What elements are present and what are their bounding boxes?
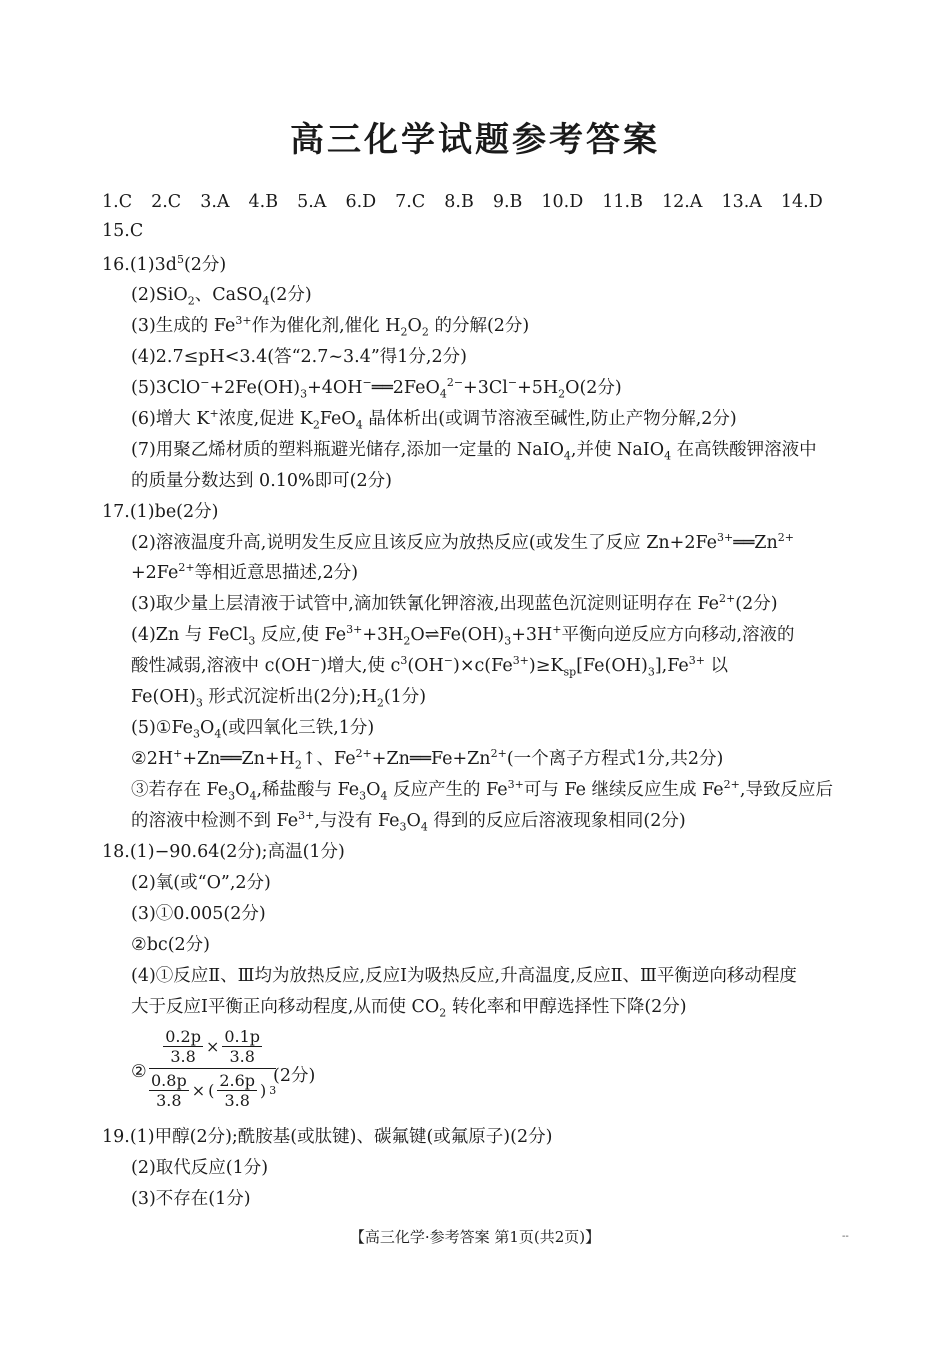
q17-part3: (3)取少量上层清液于试管中,滴加铁氰化钾溶液,出现蓝色沉淀则证明存在 $Fe^{2+}(2$分) xyxy=(131,592,778,614)
q17-part5-c: ③若存在 $Fe_3O_4$,稀盐酸与 $Fe_3O_4$ 反应产生的 $Fe^{3+}$可与 Fe 继续反应生成 $Fe^{2+}$,导致反应后 xyxy=(131,778,833,803)
fraction-d2: $\frac{2.6p}{3.8}$ xyxy=(219,1071,256,1110)
mc-answer: 8.B xyxy=(444,192,474,212)
q18-part4-b-score: (2分) xyxy=(273,1066,316,1086)
q18-part4-b-label: ② xyxy=(131,1062,147,1082)
q18-part3: (3)①0.005(2分) xyxy=(131,904,266,924)
q16-part7-cont: 的质量分数达到 0.10%即可(2分) xyxy=(131,471,392,491)
q18-part2: (2)氧(或“O”,2分) xyxy=(131,873,271,893)
q16-part2: (2)SiO$_2$、CaSO$_4$(2分) xyxy=(131,285,312,308)
q17-part5-b: $②2H^++Zn══Zn+H_2↑$、$Fe^{2+}+Zn══Fe+Zn^{2+}$(一个离子方程式1分,共2分) xyxy=(131,747,724,772)
q19-part2: (2)取代反应(1分) xyxy=(131,1158,269,1178)
page-title: 高三化学试题参考答案 xyxy=(290,120,660,160)
mc-answer: 12.A xyxy=(661,192,703,212)
q16-part6: (6)增大 K+浓度,促进 $K_2FeO_4$ 晶体析出(或调节溶液至碱性,防止产物分解,2分) xyxy=(131,407,737,432)
q19-part1: 19.(1)甲醇(2分);酰胺基(或肽键)、碳氟键(或氟原子)(2分) xyxy=(102,1127,553,1147)
q18-part3-b: ②bc(2分) xyxy=(131,935,210,955)
mc-answer: 10.D xyxy=(541,192,584,212)
mc-answer: 11.B xyxy=(602,192,643,212)
fraction-denominator: $\frac{0.8p}{3.8}$ × ( $\frac{2.6p}{3.8}$ ) 3 xyxy=(151,1071,277,1110)
q18-part1: 18.(1)−90.64(2分);高温(1分) xyxy=(102,842,345,862)
q17-part4-cont2: $Fe(OH)_3$ 形式沉淀析出(2分)$;H_2(1$分) xyxy=(131,687,427,710)
mc-answer: 5.A xyxy=(297,192,327,212)
q16-part4: (4)2.7≤pH<3.4(答“2.7~3.4”得1分,2分) xyxy=(131,347,467,367)
q17-part2: (2)溶液温度升高,说明发生反应且该反应为放热反应(或发生了反应 $Zn+2Fe^{3+}══Zn^{2+}$ xyxy=(131,531,794,553)
q18-part4-cont: 大于反应Ⅰ平衡正向移动程度,从而使 $CO_2$ 转化率和甲醇选择性下降(2分) xyxy=(131,997,687,1020)
mc-answer: 6.D xyxy=(345,192,377,212)
mc-answer: 3.A xyxy=(200,192,230,212)
equilibrium-constant-fraction xyxy=(149,1027,276,1110)
q16-part7: (7)用聚乙烯材质的塑料瓶避光储存,添加一定量的 NaIO$_4$,并使 NaIO$_4$ 在高铁酸钾溶液中 xyxy=(131,440,817,463)
fraction-d1: $\frac{0.8p}{3.8}$ xyxy=(151,1071,187,1110)
fraction-n1: $\frac{0.2p}{3.8}$ xyxy=(165,1027,201,1066)
q16-part5: $(5)3ClO^-+2Fe(OH)_3+4OH^-══2FeO_4^{2-}+3Cl^-+5H_2O(2$分) xyxy=(131,376,622,401)
q17-part2-cont: $+2Fe^{2+}$等相近意思描述,2分) xyxy=(131,561,359,583)
mc-answer: 9.B xyxy=(492,192,523,212)
mc-answer: 15.C xyxy=(102,221,144,241)
fraction-numerator: $\frac{0.2p}{3.8}$ × $\frac{0.1p}{3.8}$ xyxy=(149,1027,276,1069)
mc-answer: 7.C xyxy=(395,192,426,212)
q17-part4-cont: 酸性减弱,溶液中 c(OH−)增大,使 $c^3(OH^-)\times c(Fe^{3+})\ge K_{sp}[Fe(OH)_3],Fe^{3+}$ 以 xyxy=(131,654,729,679)
mc-answer: 1.C xyxy=(102,192,133,212)
page-footer: 【高三化学·参考答案 第1页(共2页)】 xyxy=(349,1228,601,1246)
mc-answer: 14.D xyxy=(780,192,823,212)
q17-part5: $(5)①Fe_3O_4$(或四氧化三铁,1分) xyxy=(131,718,375,741)
q17-part1: 17.(1)be(2分) xyxy=(102,502,219,522)
q19-part3: (3)不存在(1分) xyxy=(131,1189,251,1209)
corner-mark: -- xyxy=(842,1231,849,1242)
q18-part4: (4)①反应Ⅱ、Ⅲ均为放热反应,反应Ⅰ为吸热反应,升高温度,反应Ⅱ、Ⅲ平衡逆向移动程度 xyxy=(131,966,797,986)
multiple-choice-answers xyxy=(102,192,862,241)
mc-answer: 4.B xyxy=(248,192,279,212)
q17-part5-c-cont: 的溶液中检测不到 $Fe^{3+}$,与没有 $Fe_3O_4$ 得到的反应后溶液现象相同(2分) xyxy=(131,809,686,834)
q17-part4: (4)Zn 与 FeCl$_3$ 反应,使 $Fe^{3+}+3H_2O\rightleftharpoons Fe(OH)_3+3H^+$平衡向逆反应方向移动,溶液的 xyxy=(131,623,795,648)
q16-part1: $16.(1)3d^5(2$分) xyxy=(102,253,227,275)
mc-answer: 2.C xyxy=(151,192,182,212)
q16-part3: (3)生成的 $Fe^{3+}$作为催化剂,催化 $H_2O_2$ 的分解(2分) xyxy=(131,314,530,339)
mc-answer: 13.A xyxy=(721,192,762,212)
fraction-n2: $\frac{0.1p}{3.8}$ xyxy=(224,1027,261,1066)
